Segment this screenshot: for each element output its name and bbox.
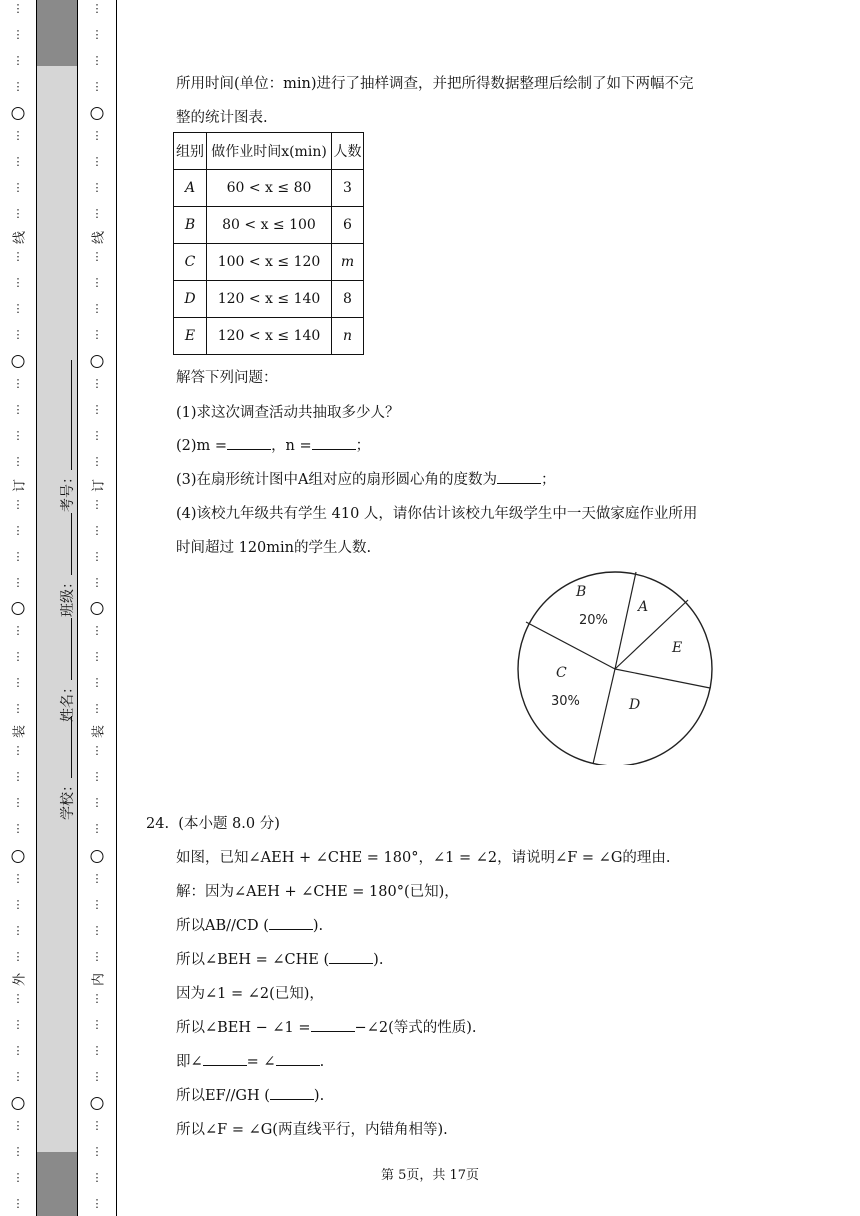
table-cell-group: A — [174, 170, 207, 207]
pie-label-a: A — [638, 599, 649, 615]
binding-dots: ⋮ — [91, 1119, 103, 1132]
binding-dots: ⋮ — [12, 207, 24, 220]
binding-dots: ⋮ — [91, 550, 103, 563]
q24-step-1: 解：因为∠AEH + ∠CHE = 180°(已知)， — [176, 884, 459, 900]
q24-step-3-text: 所以∠BEH = ∠CHE ( — [176, 952, 330, 968]
page-footer: 第 5页，共 17页 — [380, 1168, 480, 1183]
binding-dots: ⋮ — [12, 924, 24, 937]
question-number: 24. — [146, 816, 170, 832]
school-label: 学校： — [60, 778, 76, 820]
binding-dots: ⋮ — [12, 992, 24, 1005]
binding-dots: ⋮ — [12, 796, 24, 809]
binding-dots: ⋮ — [91, 770, 103, 783]
question-2-end: ； — [355, 438, 371, 454]
table-header-row — [174, 133, 364, 170]
pie-pct-c: 30% — [551, 694, 580, 709]
binding-dots: ⋮ — [12, 576, 24, 589]
binding-dots: ⋮ — [91, 992, 103, 1005]
binding-dots: ⋮ — [12, 950, 24, 963]
q24-step-2-text: 所以AB//CD ( — [176, 918, 269, 934]
question-3-end: ； — [541, 472, 556, 488]
binding-dots: ⋮ — [12, 676, 24, 689]
binding-label: 线 — [91, 230, 107, 245]
binding-dots: ⋮ — [91, 576, 103, 589]
binding-dots: ⋮ — [91, 822, 103, 835]
binding-dots: ⋮ — [91, 898, 103, 911]
q24-stem: 如图，已知∠AEH + ∠CHE = 180°，∠1 = ∠2，请说明∠F = ∠G的理由. — [176, 850, 671, 866]
q24-step-5 — [176, 1016, 477, 1037]
binding-dots: ⋮ — [12, 403, 24, 416]
table-cell-count: 8 — [332, 281, 364, 318]
binding-dots: ⋮ — [91, 2, 103, 15]
school-blank — [59, 716, 72, 778]
binding-dots: ⋮ — [12, 328, 24, 341]
punch-circle — [12, 1097, 25, 1110]
binding-dots: ⋮ — [12, 898, 24, 911]
binding-dots: ⋮ — [12, 377, 24, 390]
binding-dots: ⋮ — [12, 250, 24, 263]
binding-dots: ⋮ — [91, 702, 103, 715]
binding-dots: ⋮ — [12, 498, 24, 511]
binding-dots: ⋮ — [12, 181, 24, 194]
table-cell-count: 6 — [332, 207, 364, 244]
intro-line-2: 整的统计图表. — [176, 110, 268, 126]
q24-step-5-text: 所以∠BEH − ∠1 = — [176, 1020, 311, 1036]
binding-dots: ⋮ — [91, 455, 103, 468]
question-4-line-1: (4)该校九年级共有学生 410 人，请你估计该校九年级学生中一天做家庭作业所用 — [176, 506, 698, 522]
binding-dots: ⋮ — [91, 1145, 103, 1158]
binding-dots: ⋮ — [12, 1018, 24, 1031]
q24-step-7-end: ). — [313, 1088, 325, 1104]
name-field — [57, 618, 77, 722]
binding-dots: ⋮ — [12, 28, 24, 41]
punch-circle — [12, 355, 25, 368]
pie-label-c: C — [556, 665, 567, 681]
table-header: 组别 — [174, 133, 207, 170]
q24-step-4: 因为∠1 = ∠2(已知)， — [176, 986, 324, 1002]
binding-dots: ⋮ — [12, 54, 24, 67]
table-row — [174, 170, 364, 207]
table-row — [174, 244, 364, 281]
pie-pct-b: 20% — [579, 613, 608, 628]
binding-dots: ⋮ — [12, 1197, 24, 1210]
class-blank — [59, 513, 72, 575]
q24-step-2 — [176, 914, 323, 935]
answer-blank-n — [312, 435, 356, 450]
binding-dots: ⋮ — [91, 624, 103, 637]
table-cell-group: C — [174, 244, 207, 281]
table-header: 人数 — [332, 133, 364, 170]
binding-dots: ⋮ — [12, 702, 24, 715]
questions-lead: 解答下列问题： — [176, 370, 278, 386]
binding-dots: ⋮ — [12, 744, 24, 757]
binding-dots: ⋮ — [12, 624, 24, 637]
punch-circle — [12, 602, 25, 615]
binding-dots: ⋮ — [91, 924, 103, 937]
binding-dots: ⋮ — [12, 822, 24, 835]
binding-dots: ⋮ — [12, 650, 24, 663]
binding-dots: ⋮ — [12, 2, 24, 15]
binding-dots: ⋮ — [12, 129, 24, 142]
binding-dots: ⋮ — [91, 250, 103, 263]
pie-chart — [516, 565, 716, 765]
binding-dots: ⋮ — [91, 207, 103, 220]
binding-dots: ⋮ — [12, 1171, 24, 1184]
binding-dots: ⋮ — [12, 1119, 24, 1132]
binding-dots: ⋮ — [91, 403, 103, 416]
binding-dots: ⋮ — [91, 796, 103, 809]
answer-blank-reason-2 — [329, 949, 373, 964]
binding-dots: ⋮ — [91, 129, 103, 142]
q24-step-6-end: . — [319, 1054, 325, 1070]
binding-dots: ⋮ — [91, 54, 103, 67]
binding-label: 外 — [12, 972, 28, 987]
binding-dots: ⋮ — [91, 377, 103, 390]
punch-circle — [91, 602, 104, 615]
answer-blank-reason-3 — [270, 1085, 314, 1100]
binding-dots: ⋮ — [91, 1171, 103, 1184]
pie-label-d: D — [629, 697, 641, 713]
table-cell-group: E — [174, 318, 207, 355]
binding-dots: ⋮ — [91, 276, 103, 289]
binding-dots: ⋮ — [91, 28, 103, 41]
binding-dots: ⋮ — [91, 1018, 103, 1031]
binding-label: 装 — [91, 724, 107, 739]
table-row — [174, 318, 364, 355]
q24-step-2-end: ). — [312, 918, 324, 934]
binding-dots: ⋮ — [91, 181, 103, 194]
binding-outer-column — [0, 0, 37, 1216]
q24-step-6-text: 即∠ — [176, 1054, 203, 1070]
question-points: (本小题 8.0 分) — [178, 816, 280, 832]
name-blank — [59, 618, 72, 680]
q24-step-6-mid: = ∠ — [246, 1054, 276, 1070]
pie-label-b: B — [576, 584, 587, 600]
q24-step-8: 所以∠F = ∠G(两直线平行，内错角相等). — [176, 1122, 448, 1138]
question-2 — [176, 434, 370, 455]
binding-dots: ⋮ — [12, 276, 24, 289]
answer-blank-angle-diff — [311, 1017, 355, 1032]
binding-dots: ⋮ — [12, 429, 24, 442]
binding-dots: ⋮ — [12, 550, 24, 563]
binding-dots: ⋮ — [12, 1044, 24, 1057]
binding-dots: ⋮ — [12, 524, 24, 537]
question-24-header — [146, 812, 280, 833]
punch-circle — [91, 850, 104, 863]
binding-dots: ⋮ — [91, 650, 103, 663]
binding-dots: ⋮ — [91, 676, 103, 689]
answer-blank-angle-left — [203, 1051, 247, 1066]
question-4-line-2: 时间超过 120min的学生人数. — [176, 540, 372, 556]
table-row — [174, 207, 364, 244]
binding-dots: ⋮ — [12, 155, 24, 168]
binding-dots: ⋮ — [12, 1145, 24, 1158]
table-header: 做作业时间x(min) — [207, 133, 332, 170]
question-3 — [176, 468, 556, 489]
table-row — [174, 281, 364, 318]
binding-dots: ⋮ — [91, 429, 103, 442]
binding-label: 装 — [12, 724, 28, 739]
punch-circle — [91, 107, 104, 120]
answer-blank-angle-right — [276, 1051, 320, 1066]
table-cell-range: 120 < x ≤ 140 — [207, 318, 332, 355]
punch-circle — [91, 1097, 104, 1110]
answer-blank-m — [227, 435, 271, 450]
table-cell-group: D — [174, 281, 207, 318]
binding-dots: ⋮ — [91, 950, 103, 963]
table-cell-range: 100 < x ≤ 120 — [207, 244, 332, 281]
class-label: 班级： — [60, 575, 76, 617]
binding-dots: ⋮ — [91, 155, 103, 168]
exam-no-label: 考号： — [60, 470, 76, 512]
binding-dots: ⋮ — [91, 80, 103, 93]
binding-dots: ⋮ — [12, 770, 24, 783]
binding-dots: ⋮ — [12, 302, 24, 315]
table-cell-range: 120 < x ≤ 140 — [207, 281, 332, 318]
binding-dots: ⋮ — [91, 1044, 103, 1057]
binding-dots: ⋮ — [91, 328, 103, 341]
binding-dots: ⋮ — [91, 524, 103, 537]
table-cell-range: 60 < x ≤ 80 — [207, 170, 332, 207]
q24-step-7-text: 所以EF//GH ( — [176, 1088, 270, 1104]
question-1: (1)求这次调查活动共抽取多少人？ — [176, 405, 400, 421]
binding-dots: ⋮ — [12, 1070, 24, 1083]
class-field — [57, 513, 77, 617]
binding-dots: ⋮ — [12, 80, 24, 93]
punch-circle — [91, 355, 104, 368]
punch-circle — [12, 850, 25, 863]
binding-dots: ⋮ — [91, 872, 103, 885]
pie-label-e: E — [672, 640, 683, 656]
binding-cap-bottom — [37, 1152, 77, 1216]
q24-step-3-end: ). — [373, 952, 384, 968]
table-cell-count: n — [332, 318, 364, 355]
name-label: 姓名： — [60, 680, 76, 722]
binding-dots: ⋮ — [12, 872, 24, 885]
frequency-table — [173, 132, 364, 355]
binding-dots: ⋮ — [91, 1070, 103, 1083]
question-2-n: ，n = — [271, 438, 312, 454]
q24-step-3 — [176, 948, 383, 969]
question-3-text: (3)在扇形统计图中A组对应的扇形圆心角的度数为 — [176, 472, 498, 488]
exam-no-field — [57, 360, 77, 512]
binding-dots: ⋮ — [91, 744, 103, 757]
binding-cap-top — [37, 0, 77, 66]
binding-label: 线 — [12, 230, 28, 245]
binding-label: 内 — [91, 972, 107, 987]
binding-dots: ⋮ — [12, 455, 24, 468]
binding-label: 订 — [91, 478, 107, 493]
punch-circle — [12, 107, 25, 120]
table-cell-group: B — [174, 207, 207, 244]
binding-dots: ⋮ — [91, 1197, 103, 1210]
answer-blank-reason-1 — [269, 915, 313, 930]
binding-label: 订 — [12, 478, 28, 493]
q24-step-6 — [176, 1050, 324, 1071]
q24-step-7 — [176, 1084, 324, 1105]
answer-blank-angle — [497, 469, 541, 484]
intro-line-1: 所用时间(单位：min)进行了抽样调查，并把所得数据整理后绘制了如下两幅不完 — [176, 76, 694, 92]
exam-no-blank — [59, 360, 72, 470]
binding-dots: ⋮ — [91, 302, 103, 315]
table-cell-count: 3 — [332, 170, 364, 207]
question-2-m: (2)m = — [176, 438, 228, 454]
binding-inner-column — [78, 0, 117, 1216]
q24-step-5-end: −∠2(等式的性质). — [354, 1020, 477, 1036]
table-cell-count: m — [332, 244, 364, 281]
binding-dots: ⋮ — [91, 498, 103, 511]
school-field — [57, 716, 77, 820]
table-cell-range: 80 < x ≤ 100 — [207, 207, 332, 244]
